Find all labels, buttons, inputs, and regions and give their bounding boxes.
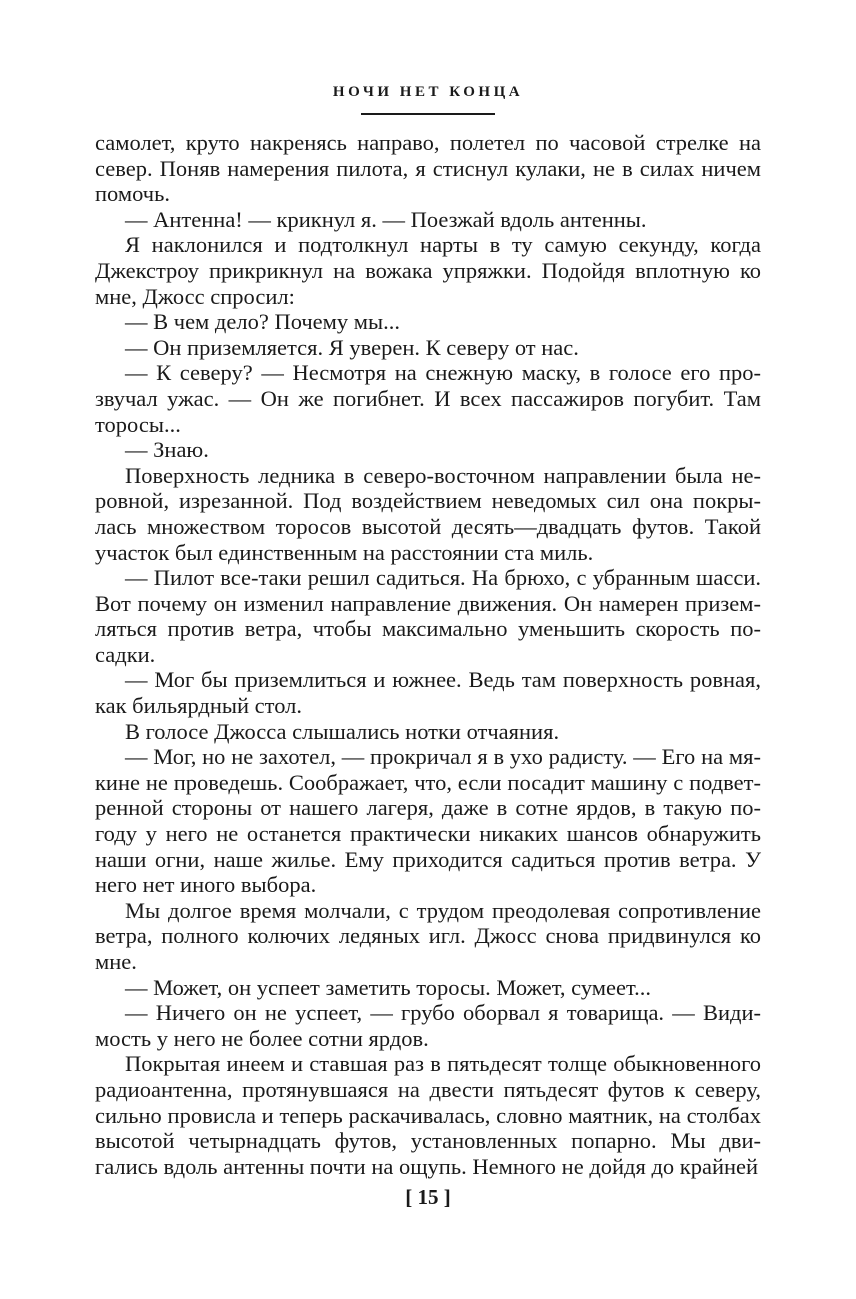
paragraph: Я наклонился и подтолкнул нарты в ту самую секунду, когда Джекстроу прикрикнул на вожака упряжки. Подойдя вплотную ко мне, Джосс спросил: bbox=[95, 232, 761, 309]
paragraph: — Может, он успеет заметить торосы. Может, сумеет... bbox=[125, 974, 652, 1000]
paragraph: — Ничего он не успеет, — грубо оборвал я товарища. — Видимость у него не более сотни ярдов. bbox=[95, 1000, 761, 1051]
running-title: НОЧИ НЕТ КОНЦА bbox=[332, 84, 524, 100]
paragraph: — Антенна! — крикнул я. — Поезжай вдоль антенны. bbox=[125, 206, 647, 232]
paragraph: — К северу? — Несмотря на снежную маску, в голосе его прозвучал ужас. — Он же погибнет. И всех пассажиров погубит. Там торосы... bbox=[95, 360, 761, 437]
paragraph: Мы долгое время молчали, с трудом преодолевая сопротивление ветра, полного колючих ледяных игл. Джосс снова придвинулся ко мне. bbox=[95, 897, 761, 974]
paragraph: — Знаю. bbox=[125, 437, 209, 463]
paragraph: — Пилот все-таки решил садиться. На брюхо, с убранным шасси. Вот почему он изменил направление движения. Он намерен приземляться против ветра, чтобы максимально уменьшить скорость посадки. bbox=[95, 565, 761, 667]
paragraph: Поверхность ледника в северо-восточном направлении была неровной, изрезанной. Под воздействием неведомых сил она покрылась множеством торосов высотой десять—двадцать футов. Такой участок был единственным на расстоянии ста миль. bbox=[95, 462, 761, 565]
paragraph: — Мог, но не захотел, — прокричал я в ухо радисту. — Его на мякине не проведешь. Соображает, что, если посадит машину с подветренной стороны от нашего лагеря, даже в сотне ярдов, в такую погоду у него не останется практически никаких шансов обнаружить наши огни, наше жилье. Ему приходится садиться против ветра. У него нет иного выбора. bbox=[95, 744, 761, 898]
paragraph: самолет, круто накренясь направо, полетел по часовой стрелке на север. Поняв намерения пилота, я стиснул кулаки, не в силах ничем помочь. bbox=[95, 130, 761, 207]
paragraph: Покрытая инеем и ставшая раз в пятьдесят толще обыкновенного радиоантенна, протянувшаяся на двести пятьдесят футов к северу, сильно провисла и теперь раскачивалась, словно маятник, на столбах высотой четырнадцать футов, установленных попарно. Мы двигались вдоль антенны почти на ощупь. Немного не дойдя до крайней bbox=[95, 1051, 761, 1179]
paragraph: — Он приземляется. Я уверен. К северу от нас. bbox=[125, 334, 579, 360]
paragraph: В голосе Джосса слышались нотки отчаяния. bbox=[125, 718, 560, 744]
body-text bbox=[95, 130, 761, 1179]
page-number: [ 15 ] bbox=[405, 1185, 451, 1209]
paragraph: — В чем дело? Почему мы... bbox=[125, 309, 401, 335]
header-rule bbox=[361, 113, 495, 115]
paragraph: — Мог бы приземлиться и южнее. Ведь там поверхность ровная, как бильярдный стол. bbox=[95, 667, 761, 719]
